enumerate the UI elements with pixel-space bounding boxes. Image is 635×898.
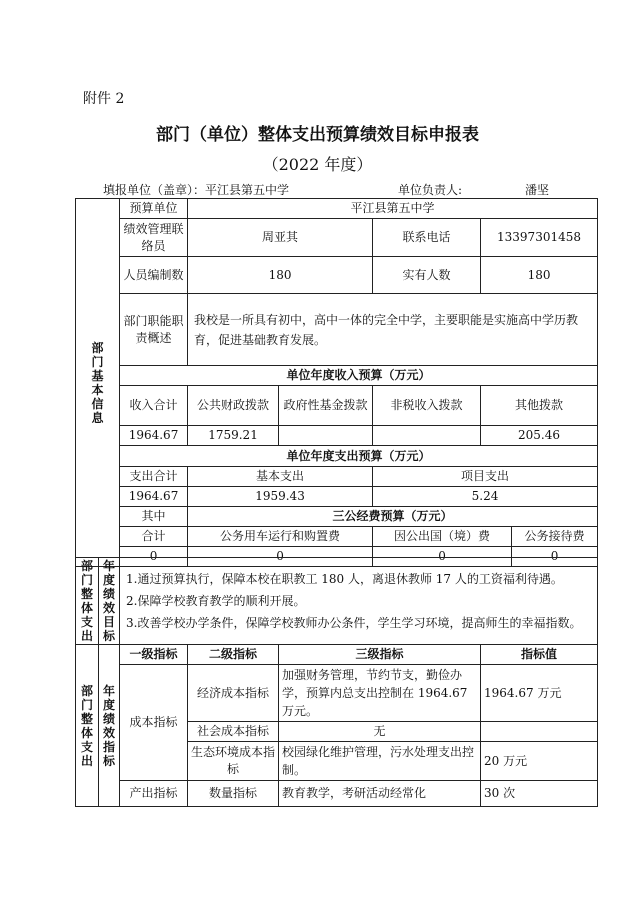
indicator-level2: 经济成本指标 <box>188 665 279 722</box>
income-col-nontax: 非税收入拨款 <box>373 386 481 426</box>
income-nontax-value <box>373 426 481 446</box>
fill-unit: 填报单位（盖章）：平江县第五中学 <box>103 183 290 197</box>
expense-header: 单位年度支出预算（万元） <box>120 446 598 467</box>
contact-value: 周亚其 <box>188 219 373 257</box>
goal-item: 3.改善学校办学条件，保障学校教师办公条件，学生学习环境，提高师生的幸福指数。 <box>126 616 582 630</box>
three-car-value: 0 <box>188 547 373 567</box>
three-col-total: 合计 <box>120 527 188 547</box>
among-label: 其中 <box>120 507 188 527</box>
indicator-value <box>481 722 598 742</box>
responsible-name: 潘坚 <box>525 183 550 197</box>
expense-project-label: 项目支出 <box>373 467 598 487</box>
three-col-car: 公务用车运行和购置费 <box>188 527 373 547</box>
indicator-header-level1: 一级指标 <box>120 645 188 665</box>
income-col-other: 其他拨款 <box>481 386 598 426</box>
indicator-level2: 数量指标 <box>188 781 279 807</box>
responsible-label: 单位负责人: <box>398 183 463 197</box>
three-total-value: 0 <box>120 547 188 567</box>
three-public-header: 三公经费预算（万元） <box>188 507 598 527</box>
three-reception-value: 0 <box>512 547 598 567</box>
goal-item: 1.通过预算执行，保障本校在职教工 180 人，离退休教师 17 人的工资福利待遇。 <box>126 572 563 586</box>
output-indicator-label: 产出指标 <box>120 781 188 807</box>
income-other-value: 205.46 <box>481 426 598 446</box>
cost-indicator-label: 成本指标 <box>120 665 188 781</box>
income-col-total: 收入合计 <box>120 386 188 426</box>
indicator-value: 30 次 <box>481 781 598 807</box>
indicator-level3: 教育教学，考研活动经常化 <box>279 781 481 807</box>
indicator-header-level2: 二级指标 <box>188 645 279 665</box>
duty-label: 部门职能职责概述 <box>120 294 188 366</box>
income-header: 单位年度收入预算（万元） <box>120 366 598 386</box>
expense-basic-label: 基本支出 <box>188 467 373 487</box>
expense-project-value: 5.24 <box>373 487 598 507</box>
income-fund-value <box>279 426 373 446</box>
expense-total-value: 1964.67 <box>120 487 188 507</box>
income-col-fund: 政府性基金拨款 <box>279 386 373 426</box>
year-label: （2022 年度） <box>262 155 373 174</box>
income-total-value: 1964.67 <box>120 426 188 446</box>
actual-label: 实有人数 <box>373 257 481 294</box>
contact-label: 绩效管理联络员 <box>120 219 188 257</box>
goal-item: 2.保障学校教育教学的顺利开展。 <box>126 594 306 608</box>
page-title: 部门（单位）整体支出预算绩效目标申报表 <box>156 125 479 145</box>
expense-basic-value: 1959.43 <box>188 487 373 507</box>
indicator-level3: 加强财务管理，节约节支，勤俭办学，预算内总支出控制在 1964.67 万元。 <box>279 665 481 722</box>
staff-value: 180 <box>188 257 373 294</box>
expense-total-label: 支出合计 <box>120 467 188 487</box>
three-col-abroad: 因公出国（境）费 <box>373 527 512 547</box>
attachment-label: 附件 2 <box>83 91 125 107</box>
goals-list <box>120 558 598 645</box>
performance-table <box>75 198 598 567</box>
indicator-header-level3: 三级指标 <box>279 645 481 665</box>
indicator-level2: 生态环境成本指标 <box>188 742 279 781</box>
phone-value: 13397301458 <box>481 219 598 257</box>
income-public-value: 1759.21 <box>188 426 279 446</box>
budget-unit-label: 预算单位 <box>120 199 188 219</box>
income-col-public: 公共财政拨款 <box>188 386 279 426</box>
indicator-header-value: 指标值 <box>481 645 598 665</box>
three-col-reception: 公务接待费 <box>512 527 598 547</box>
phone-label: 联系电话 <box>373 219 481 257</box>
indicator-value: 1964.67 万元 <box>481 665 598 722</box>
duty-value: 我校是一所具有初中，高中一体的完全中学，主要职能是实施高中学历教育，促进基础教育发展。 <box>188 294 598 366</box>
three-abroad-value: 0 <box>373 547 512 567</box>
staff-label: 人员编制数 <box>120 257 188 294</box>
indicator-level3: 校园绿化维护管理，污水处理支出控制。 <box>279 742 481 781</box>
indicator-value: 20 万元 <box>481 742 598 781</box>
indicator-level2: 社会成本指标 <box>188 722 279 742</box>
indicators-side-1: 部 门 整 体 支 出 <box>76 645 99 807</box>
budget-unit-value: 平江县第五中学 <box>188 199 598 219</box>
goals-side-2: 年 度 绩 效 目 标 <box>99 558 120 645</box>
goals-table <box>75 557 598 807</box>
actual-value: 180 <box>481 257 598 294</box>
goals-side-1: 部 门 整 体 支 出 <box>76 558 99 645</box>
basic-info-side: 部 门 基 本 信 息 <box>76 199 120 567</box>
indicators-side-2: 年 度 绩 效 指 标 <box>99 645 120 807</box>
indicator-level3: 无 <box>279 722 481 742</box>
